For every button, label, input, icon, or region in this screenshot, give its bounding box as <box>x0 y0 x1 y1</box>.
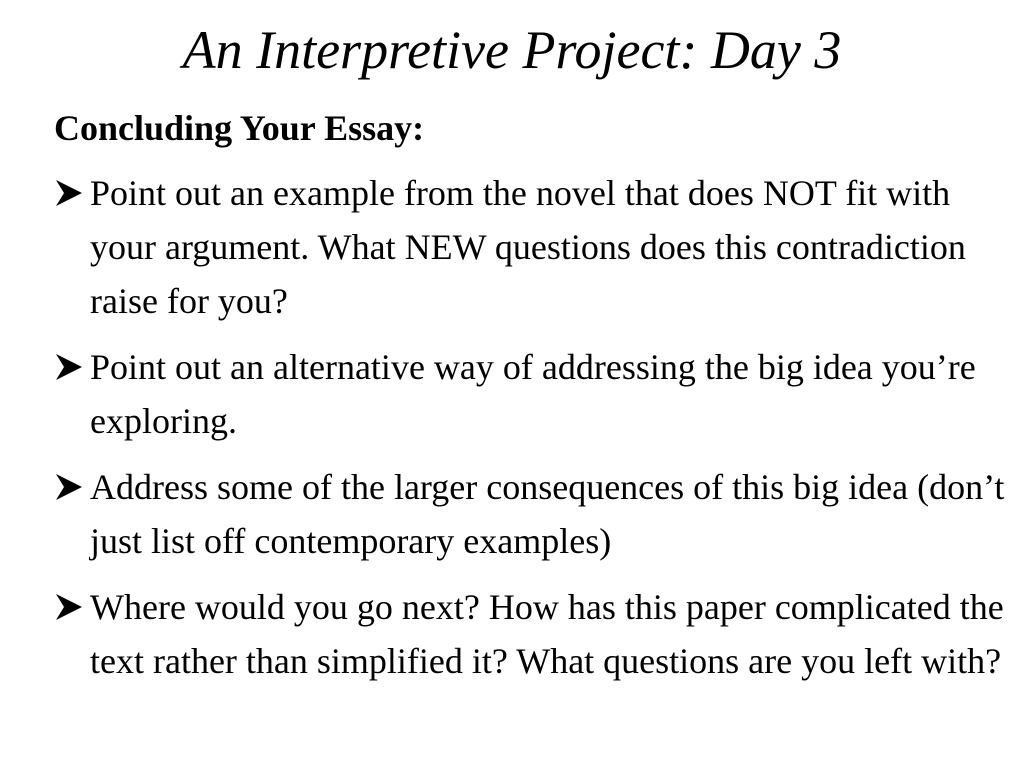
slide-title: An Interpretive Project: Day 3 <box>182 20 842 80</box>
arrowhead-bullet-icon <box>54 340 90 394</box>
bullet-list <box>54 166 1014 700</box>
bullet-item <box>54 340 1014 448</box>
bullet-text: Point out an alternative way of addressing the big idea you’re exploring. <box>90 347 976 441</box>
bullet-text: Address some of the larger consequences of this big idea (don’t just list off contemporary examples) <box>90 467 1005 561</box>
bullet-item <box>54 460 1014 568</box>
bullet-item <box>54 166 1014 328</box>
arrowhead-bullet-icon <box>54 460 90 514</box>
arrowhead-bullet-icon <box>54 580 90 634</box>
bullet-text: Where would you go next? How has this paper complicated the text rather than simplified it? What questions are you left with? <box>90 587 1004 681</box>
bullet-item <box>54 580 1014 688</box>
arrowhead-bullet-icon <box>54 166 90 220</box>
bullet-text: Point out an example from the novel that does NOT fit with your argument. What NEW questions does this contradiction raise for you? <box>90 173 966 321</box>
section-heading: Concluding Your Essay: <box>54 108 425 148</box>
